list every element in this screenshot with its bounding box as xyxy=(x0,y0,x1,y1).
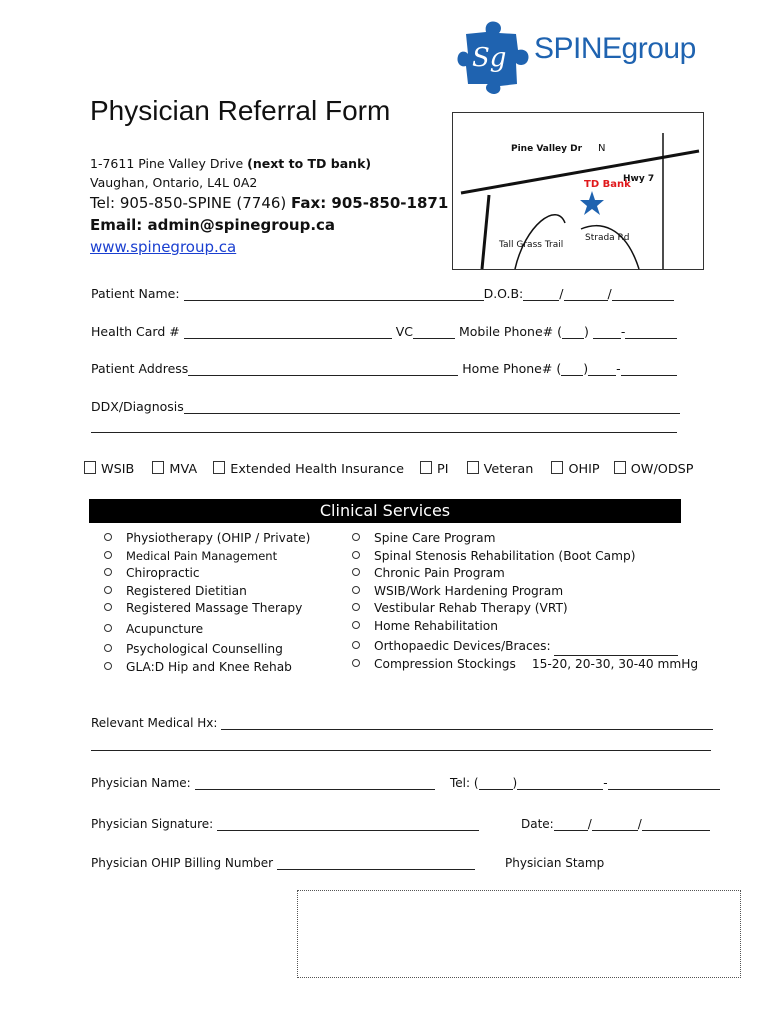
service-item[interactable]: Registered Dietitian xyxy=(104,583,310,601)
insurance-row xyxy=(84,461,694,477)
diagnosis-line-2[interactable] xyxy=(91,432,677,433)
circle-bullet-icon xyxy=(104,644,112,652)
checkbox-ow-odsp[interactable]: OW/ODSP xyxy=(614,462,694,477)
service-item[interactable]: Spine Care Program xyxy=(352,530,698,548)
physician-tel-area-input[interactable] xyxy=(479,776,513,790)
map-label-north: N xyxy=(598,143,606,154)
patient-address-input[interactable] xyxy=(188,362,458,376)
map-label-strada: Strada Rd xyxy=(585,233,630,243)
checkbox-ohip[interactable]: OHIP xyxy=(551,462,599,477)
physician-name-label: Physician Name: xyxy=(91,776,191,790)
patient-name-label: Patient Name: xyxy=(91,286,180,301)
ohip-billing-input[interactable] xyxy=(277,856,475,870)
map-label-tall-grass: Tall Grass Trail xyxy=(499,240,564,250)
logo-mark: Sg xyxy=(472,43,507,73)
physician-tel-number-input[interactable] xyxy=(608,776,720,790)
physician-name-row xyxy=(91,776,435,790)
home-number-input[interactable] xyxy=(621,362,677,376)
service-item[interactable]: Chiropractic xyxy=(104,565,310,583)
ohip-billing-row xyxy=(91,856,475,870)
circle-bullet-icon xyxy=(104,568,112,576)
clinical-services-title: Clinical Services xyxy=(319,501,451,520)
telephone: Tel: 905-850-SPINE (7746) xyxy=(90,194,287,212)
circle-bullet-icon xyxy=(104,624,112,632)
dob-label: D.O.B: xyxy=(483,286,524,301)
circle-bullet-icon xyxy=(104,603,112,611)
checkbox-pi[interactable]: PI xyxy=(420,462,449,477)
medical-hx-label: Relevant Medical Hx: xyxy=(91,716,218,730)
diagnosis-row xyxy=(91,399,680,414)
patient-name-input[interactable] xyxy=(184,287,484,301)
puzzle-logo-icon xyxy=(456,18,536,94)
vc-label: VC xyxy=(395,324,413,339)
vc-input[interactable] xyxy=(413,325,455,339)
mobile-phone-label: Mobile Phone# ( xyxy=(458,324,562,339)
home-area-input[interactable] xyxy=(561,362,583,376)
service-item[interactable]: WSIB/Work Hardening Program xyxy=(352,583,698,601)
patient-name-row: Patient Name: D.O.B: / / xyxy=(91,286,674,301)
map-label-hwy7: Hwy 7 xyxy=(623,174,655,184)
service-item[interactable]: Orthopaedic Devices/Braces: xyxy=(352,638,698,656)
physician-signature-row xyxy=(91,817,479,831)
address-note: (next to TD bank) xyxy=(247,156,372,171)
patient-address-label: Patient Address xyxy=(91,361,189,376)
services-right-list xyxy=(352,530,698,673)
fax: Fax: 905-850-1871 xyxy=(291,194,449,212)
date-label: Date: xyxy=(521,817,554,831)
home-phone-label: Home Phone# ( xyxy=(462,361,562,376)
service-item[interactable]: Physiotherapy (OHIP / Private) xyxy=(104,530,310,548)
checkbox-square-icon xyxy=(84,461,96,474)
mobile-area-input[interactable] xyxy=(562,325,584,339)
dob-day-input[interactable] xyxy=(523,287,559,301)
date-year-input[interactable] xyxy=(642,817,710,831)
address-line-1: 1-7611 Pine Valley Drive (next to TD bank) xyxy=(90,156,372,171)
medical-hx-row xyxy=(91,716,713,730)
circle-bullet-icon xyxy=(352,568,360,576)
circle-bullet-icon xyxy=(104,533,112,541)
physician-tel-prefix-input[interactable] xyxy=(517,776,603,790)
health-card-label: Health Card # xyxy=(91,324,180,339)
physician-tel-row: Tel: ( ) - xyxy=(450,776,720,790)
email: Email: admin@spinegroup.ca xyxy=(90,216,336,234)
service-item[interactable]: Medical Pain Management xyxy=(104,548,310,566)
circle-bullet-icon xyxy=(352,586,360,594)
checkbox-square-icon xyxy=(614,461,626,474)
service-item[interactable]: Psychological Counselling xyxy=(104,641,310,659)
contact-block xyxy=(90,154,448,258)
physician-signature-input[interactable] xyxy=(217,817,479,831)
service-item[interactable]: Vestibular Rehab Therapy (VRT) xyxy=(352,600,698,618)
checkbox-square-icon xyxy=(467,461,479,474)
dob-year-input[interactable] xyxy=(612,287,674,301)
circle-bullet-icon xyxy=(104,586,112,594)
physician-name-input[interactable] xyxy=(195,776,435,790)
medical-hx-input[interactable] xyxy=(221,716,713,730)
checkbox-mva[interactable]: MVA xyxy=(152,462,197,477)
map-svg xyxy=(453,113,703,269)
circle-bullet-icon xyxy=(352,659,360,667)
date-day-input[interactable] xyxy=(554,817,588,831)
physician-stamp-label: Physician Stamp xyxy=(505,856,605,870)
circle-bullet-icon xyxy=(104,551,112,559)
map-label-pine-valley: Pine Valley Dr xyxy=(511,144,583,154)
location-star-icon xyxy=(580,191,604,215)
checkbox-extended-health[interactable]: Extended Health Insurance xyxy=(213,462,404,477)
mobile-prefix-input[interactable] xyxy=(593,325,621,339)
mobile-number-input[interactable] xyxy=(625,325,677,339)
service-item[interactable]: Chronic Pain Program xyxy=(352,565,698,583)
service-item[interactable]: Registered Massage Therapy xyxy=(104,600,310,618)
website-link[interactable]: www.spinegroup.ca xyxy=(90,238,237,256)
logo-name: SPINEgroup xyxy=(534,32,696,65)
dob-month-input[interactable] xyxy=(564,287,608,301)
medical-hx-line-2[interactable] xyxy=(91,750,711,751)
physician-stamp-box[interactable] xyxy=(297,890,741,978)
circle-bullet-icon xyxy=(352,533,360,541)
circle-bullet-icon xyxy=(352,551,360,559)
checkbox-square-icon xyxy=(420,461,432,474)
patient-address-row: Patient Address Home Phone# ( ) - xyxy=(91,361,677,376)
physician-tel-label: Tel: ( xyxy=(450,776,479,790)
diagnosis-label: DDX/Diagnosis xyxy=(91,399,184,414)
pine-valley-road xyxy=(482,195,489,269)
checkbox-square-icon xyxy=(551,461,563,474)
circle-bullet-icon xyxy=(352,621,360,629)
date-month-input[interactable] xyxy=(592,817,638,831)
health-card-input[interactable] xyxy=(184,325,392,339)
logo xyxy=(456,18,716,94)
service-item[interactable]: Home Rehabilitation xyxy=(352,618,698,636)
health-card-row: Health Card # VC Mobile Phone# ( ) - xyxy=(91,324,677,339)
date-row: Date: / / xyxy=(521,817,710,831)
checkbox-square-icon xyxy=(213,461,225,474)
phone-fax xyxy=(90,192,448,214)
service-item[interactable]: Compression Stockings 15-20, 20-30, 30-40 mmHg xyxy=(352,656,698,674)
address-line-2: Vaughan, Ontario, L4L 0A2 xyxy=(90,175,258,190)
checkbox-square-icon xyxy=(152,461,164,474)
service-item[interactable]: Acupuncture xyxy=(104,621,310,639)
physician-signature-label: Physician Signature: xyxy=(91,817,214,831)
service-item[interactable]: GLA:D Hip and Knee Rehab xyxy=(104,659,310,677)
circle-bullet-icon xyxy=(104,662,112,670)
form-title: Physician Referral Form xyxy=(90,95,391,126)
map-label-td-bank: TD Bank xyxy=(584,179,631,190)
checkbox-veteran[interactable]: Veteran xyxy=(467,462,534,477)
braces-input[interactable] xyxy=(554,642,678,656)
home-prefix-input[interactable] xyxy=(588,362,616,376)
stockings-sizes: 15-20, 20-30, 30-40 mmHg xyxy=(531,656,699,671)
ohip-billing-label: Physician OHIP Billing Number xyxy=(91,856,274,870)
services-left-list xyxy=(104,530,310,676)
location-map xyxy=(452,112,704,270)
clinical-services-banner xyxy=(89,499,681,523)
circle-bullet-icon xyxy=(352,641,360,649)
checkbox-wsib[interactable]: WSIB xyxy=(84,462,134,477)
service-item[interactable]: Spinal Stenosis Rehabilitation (Boot Camp) xyxy=(352,548,698,566)
diagnosis-input[interactable] xyxy=(184,400,680,414)
circle-bullet-icon xyxy=(352,603,360,611)
